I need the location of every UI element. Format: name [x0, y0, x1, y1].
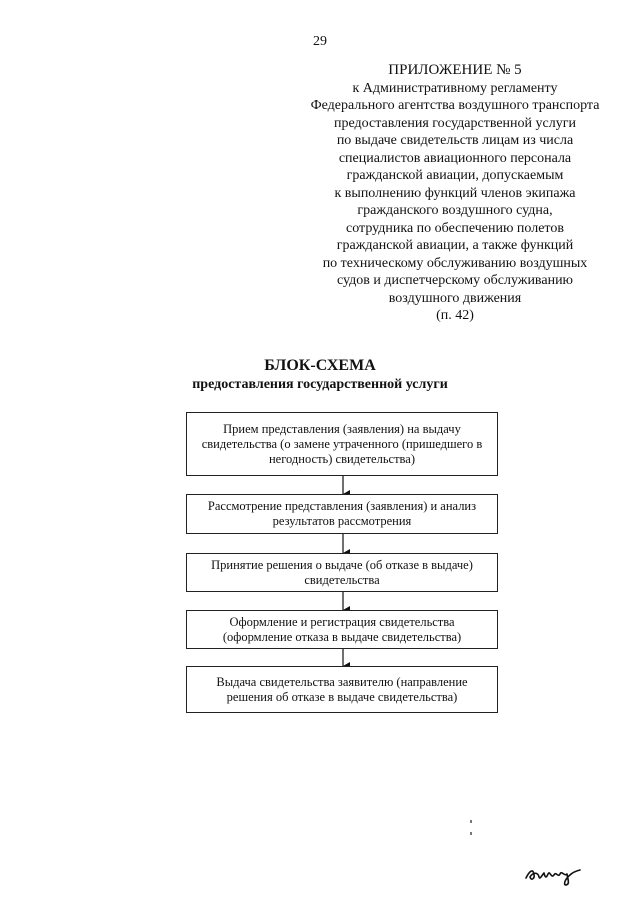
flow-step-5	[186, 666, 498, 713]
flow-step-text: Прием представления (заявления) на выдачу свидетельства (о замене утраченного (пришедшего в негодность) свидетельства)	[201, 421, 483, 466]
appendix-line: специалистов авиационного персонала	[338, 150, 572, 166]
page-number: 29	[313, 34, 327, 49]
appendix-line: по техническому обслуживанию воздушных	[322, 255, 588, 271]
flow-step-text: Принятие решения о выдаче (об отказе в выдаче) свидетельства	[211, 557, 473, 587]
signature-icon	[524, 862, 584, 886]
appendix-title: ПРИЛОЖЕНИЕ № 5	[388, 62, 522, 78]
flow-step-text: Рассмотрение представления (заявления) и анализ результатов рассмотрения	[207, 499, 477, 528]
appendix-line: по выдаче свидетельств лицам из числа	[336, 133, 574, 148]
appendix-line: предоставления государственной услуги	[334, 115, 576, 131]
flowchart-title: БЛОК-СХЕМА	[264, 357, 376, 374]
appendix-paragraph-ref: (п. 42)	[436, 308, 474, 323]
appendix-line: воздушного движения	[388, 290, 522, 306]
flow-step-4	[186, 610, 498, 649]
appendix-line: гражданской авиации, допускаемым	[346, 168, 564, 183]
appendix-line: к выполнению функций членов экипажа	[334, 185, 576, 201]
flow-step-text: Выдача свидетельства заявителю (направление решения об отказе в выдаче свидетельства)	[216, 674, 468, 704]
appendix-line: Федерального агентства воздушного транспорта	[310, 98, 600, 113]
flowchart-subtitle: предоставления государственной услуги	[192, 377, 448, 392]
appendix-line: гражданской авиации, а также функций	[336, 238, 574, 253]
appendix-line: судов и диспетчерскому обслуживанию	[336, 273, 574, 288]
appendix-line: к Административному регламенту	[352, 80, 558, 96]
flow-step-1	[186, 412, 498, 476]
flow-step-text: Оформление и регистрация свидетельства (оформление отказа в выдаче свидетельства)	[222, 614, 462, 644]
flow-step-3	[186, 553, 498, 592]
appendix-line: гражданского воздушного судна,	[357, 203, 553, 218]
scan-speck	[470, 832, 472, 835]
appendix-line: сотрудника по обеспечению полетов	[346, 220, 564, 236]
flow-step-2	[186, 494, 498, 534]
scan-speck	[470, 820, 472, 823]
